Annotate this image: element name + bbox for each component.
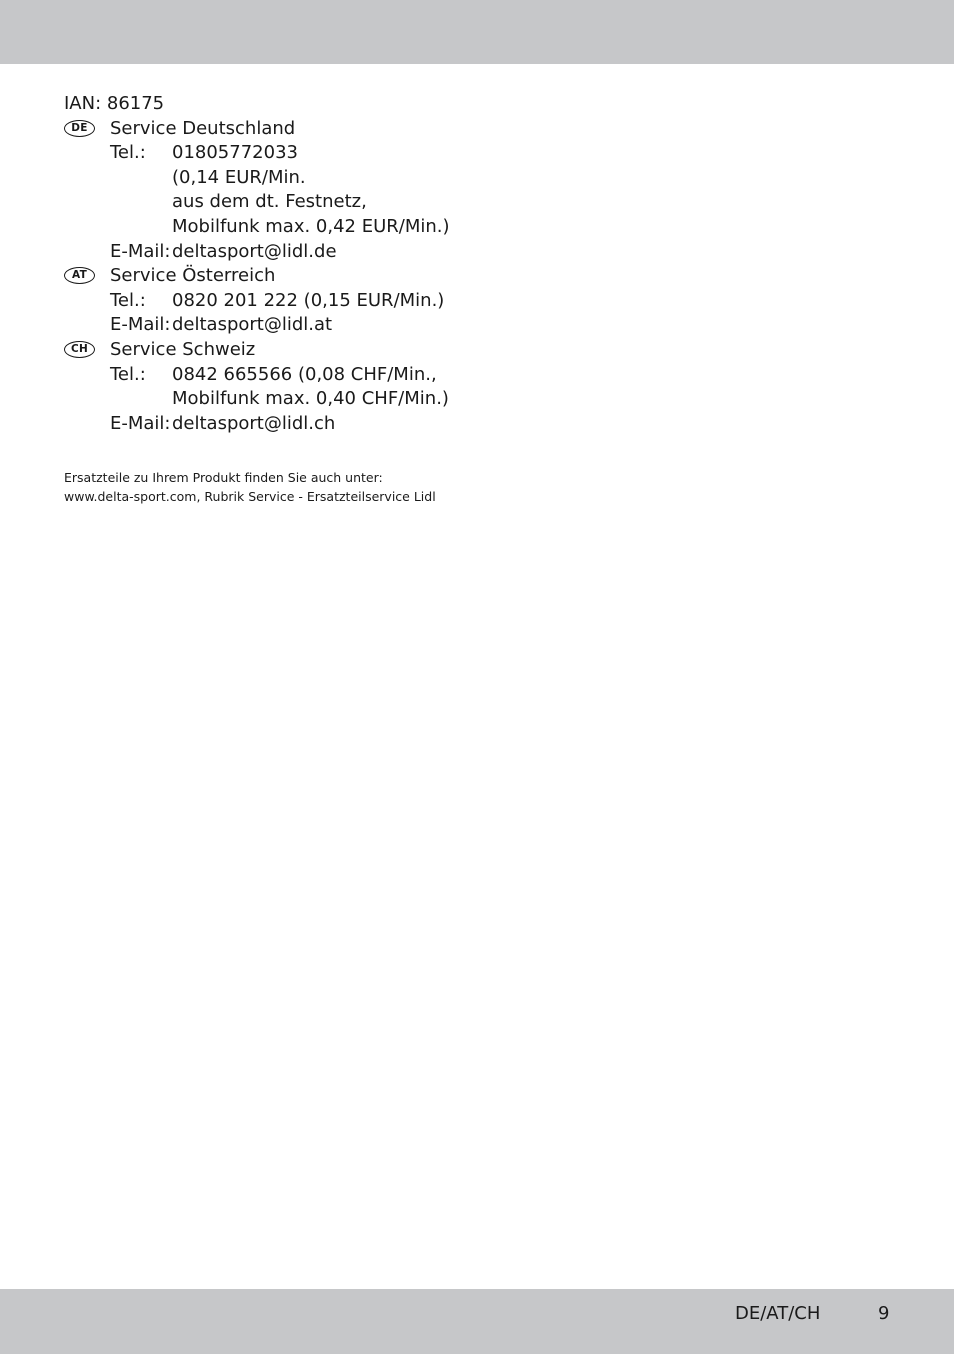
service-ch-email-row: [64, 412, 584, 437]
spare-parts-note-line1: Ersatzteile zu Ihrem Produkt finden Sie auch unter:: [64, 470, 383, 485]
country-badge-ch-icon: CH: [64, 341, 95, 358]
service-de-tel-note: Mobilfunk max. 0,42 EUR/Min.): [172, 215, 450, 237]
service-at-title-row: [64, 264, 584, 289]
tel-label: Tel.:: [110, 142, 146, 164]
service-de-tel-note: (0,14 EUR/Min.: [172, 166, 306, 188]
page-number: 9: [878, 1303, 890, 1324]
service-de-tel: 01805772033: [172, 142, 298, 164]
service-ch-tel-note: Mobilfunk max. 0,40 CHF/Min.): [172, 388, 449, 410]
service-de-title: Service Deutschland: [110, 117, 296, 139]
service-ch-tel: 0842 665566 (0,08 CHF/Min.,: [172, 363, 437, 385]
service-de-tel-note-row: [64, 215, 584, 240]
service-ch-email[interactable]: deltasport@lidl.ch: [172, 412, 336, 434]
footer-languages: DE/AT/CH: [735, 1303, 821, 1324]
service-de-title-row: [64, 117, 584, 142]
service-at-email[interactable]: deltasport@lidl.at: [172, 314, 333, 336]
service-de-tel-note-row: [64, 190, 584, 215]
tel-label: Tel.:: [110, 363, 146, 385]
service-de-email[interactable]: deltasport@lidl.de: [172, 240, 337, 262]
service-ch-title-row: [64, 338, 584, 363]
ian-row: [64, 92, 584, 117]
service-de-tel-row: [64, 141, 584, 166]
service-ch-tel-note-row: [64, 387, 584, 412]
service-ch-tel-row: [64, 363, 584, 388]
email-label: E-Mail:: [110, 412, 171, 434]
ian-number: IAN: 86175: [64, 93, 165, 114]
service-at-title: Service Österreich: [110, 265, 276, 287]
spare-parts-note: [64, 468, 436, 506]
service-de-tel-note-row: [64, 166, 584, 191]
service-at-tel: 0820 201 222 (0,15 EUR/Min.): [172, 289, 445, 311]
service-at-email-row: [64, 313, 584, 338]
email-label: E-Mail:: [110, 314, 171, 336]
service-de-tel-note: aus dem dt. Festnetz,: [172, 191, 367, 213]
header-band: [0, 0, 954, 64]
tel-label: Tel.:: [110, 289, 146, 311]
spare-parts-note-line2[interactable]: www.delta-sport.com, Rubrik Service - Ersatzteilservice Lidl: [64, 489, 436, 504]
country-badge-at-icon: AT: [64, 267, 95, 284]
country-badge-de-icon: DE: [64, 120, 95, 137]
service-de-email-row: [64, 240, 584, 265]
service-ch-title: Service Schweiz: [110, 338, 256, 360]
service-at-tel-row: [64, 289, 584, 314]
email-label: E-Mail:: [110, 240, 171, 262]
service-contact-block: [64, 92, 584, 436]
